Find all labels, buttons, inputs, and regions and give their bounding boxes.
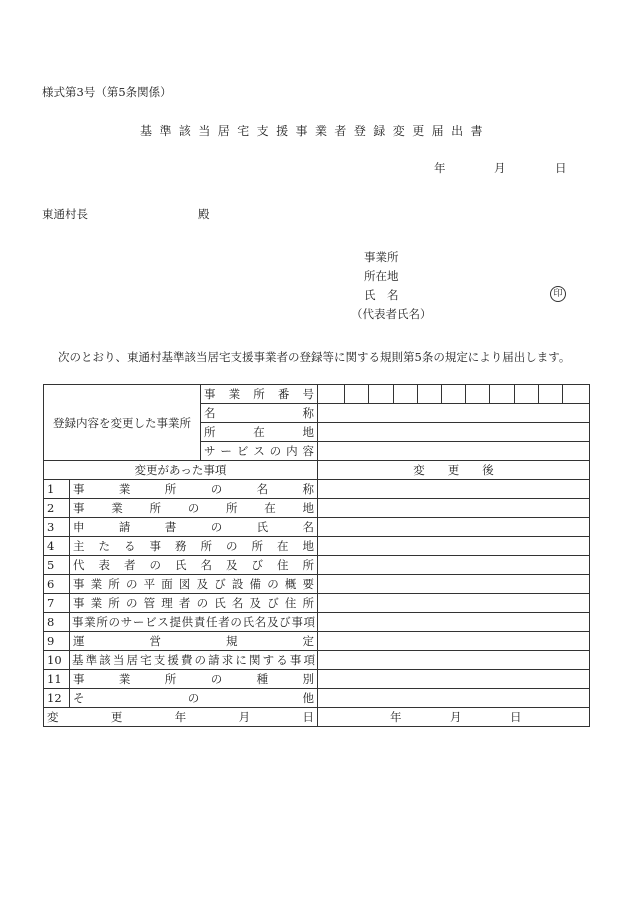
table-row bbox=[44, 537, 590, 556]
table-row bbox=[44, 670, 590, 689]
item-label: 基準該当居宅支援費の請求に関する事項 bbox=[70, 651, 318, 670]
office-number-cells bbox=[318, 385, 590, 404]
seal-mark: 印 bbox=[550, 286, 566, 302]
item-label: 事業所の所在地 bbox=[70, 499, 318, 518]
office-field-label: 所在地 bbox=[201, 423, 318, 442]
table-row bbox=[44, 556, 590, 575]
change-date-month: 月 bbox=[450, 710, 462, 724]
date-year-label: 年 bbox=[434, 161, 446, 175]
item-number: 8 bbox=[44, 613, 70, 632]
addressee-honorific: 殿 bbox=[198, 207, 210, 221]
sender-representative-label: （代表者氏名） bbox=[351, 307, 432, 321]
change-date-year: 年 bbox=[390, 710, 402, 724]
item-number: 5 bbox=[44, 556, 70, 575]
item-after-value[interactable] bbox=[318, 689, 590, 708]
item-label: 運営規定 bbox=[70, 632, 318, 651]
sender-name-label: 氏 名 bbox=[364, 288, 399, 302]
item-number: 3 bbox=[44, 518, 70, 537]
item-number: 12 bbox=[44, 689, 70, 708]
item-after-value[interactable] bbox=[318, 518, 590, 537]
table-row bbox=[44, 480, 590, 499]
item-label: 事業所の名称 bbox=[70, 480, 318, 499]
item-number: 6 bbox=[44, 575, 70, 594]
sender-location-label: 所在地 bbox=[364, 269, 399, 283]
item-number: 10 bbox=[44, 651, 70, 670]
item-after-value[interactable] bbox=[318, 537, 590, 556]
date-month-label: 月 bbox=[494, 161, 506, 175]
table-row bbox=[44, 651, 590, 670]
item-after-value[interactable] bbox=[318, 499, 590, 518]
item-label: 代表者の氏名及び住所 bbox=[70, 556, 318, 575]
office-field-label: 名称 bbox=[201, 404, 318, 423]
table-row bbox=[44, 594, 590, 613]
item-after-value[interactable] bbox=[318, 670, 590, 689]
office-field-label: サービスの内容 bbox=[201, 442, 318, 461]
table-row bbox=[44, 575, 590, 594]
date-day-label: 日 bbox=[555, 161, 567, 175]
item-number: 4 bbox=[44, 537, 70, 556]
addressee-name: 東通村長 bbox=[42, 207, 88, 221]
office-number-row bbox=[44, 385, 590, 404]
office-number-digit[interactable] bbox=[344, 385, 368, 403]
item-after-value[interactable] bbox=[318, 613, 590, 632]
office-number-digit[interactable] bbox=[368, 385, 392, 403]
table-header-row bbox=[44, 461, 590, 480]
change-date-row bbox=[44, 708, 590, 727]
item-label: 事業所の種別 bbox=[70, 670, 318, 689]
office-number-digit[interactable] bbox=[417, 385, 441, 403]
after-change-header: 変 更 後 bbox=[318, 461, 590, 480]
item-label: 申請書の氏名 bbox=[70, 518, 318, 537]
item-number: 7 bbox=[44, 594, 70, 613]
office-location-value[interactable] bbox=[318, 423, 590, 442]
item-after-value[interactable] bbox=[318, 480, 590, 499]
office-section-label: 登録内容を変更した事業所 bbox=[44, 385, 201, 461]
item-number: 9 bbox=[44, 632, 70, 651]
office-field-label: 事業所番号 bbox=[201, 385, 318, 404]
sender-office-label: 事業所 bbox=[364, 250, 399, 264]
item-after-value[interactable] bbox=[318, 632, 590, 651]
office-number-digit[interactable] bbox=[441, 385, 465, 403]
item-label: 事業所の平面図及び設備の概要 bbox=[70, 575, 318, 594]
office-name-value[interactable] bbox=[318, 404, 590, 423]
change-date-label: 変更年月日 bbox=[44, 708, 318, 727]
document-title: 基準該当居宅支援事業者登録変更届出書 bbox=[140, 124, 490, 138]
item-number: 11 bbox=[44, 670, 70, 689]
office-service-value[interactable] bbox=[318, 442, 590, 461]
item-label: 事業所の管理者の氏名及び住所 bbox=[70, 594, 318, 613]
item-after-value[interactable] bbox=[318, 556, 590, 575]
change-date-day: 日 bbox=[510, 710, 522, 724]
table-row bbox=[44, 518, 590, 537]
change-date-value[interactable] bbox=[318, 708, 590, 727]
statement-text: 次のとおり、東通村基準該当居宅支援事業者の登録等に関する規則第5条の規定により届出します。 bbox=[58, 350, 571, 364]
form-number: 様式第3号（第5条関係） bbox=[42, 85, 172, 99]
office-number-digit[interactable] bbox=[321, 385, 344, 403]
item-label: 事業所のサービス提供責任者の氏名及び事項 bbox=[70, 613, 318, 632]
table-row bbox=[44, 689, 590, 708]
item-number: 2 bbox=[44, 499, 70, 518]
changed-items-header: 変更があった事項 bbox=[44, 461, 318, 480]
item-label: 主たる事務所の所在地 bbox=[70, 537, 318, 556]
office-number-digit[interactable] bbox=[514, 385, 538, 403]
office-number-digit[interactable] bbox=[489, 385, 513, 403]
office-number-digit[interactable] bbox=[562, 385, 586, 403]
item-label: その他 bbox=[70, 689, 318, 708]
table-row bbox=[44, 499, 590, 518]
office-number-digit[interactable] bbox=[393, 385, 417, 403]
change-notification-table bbox=[43, 384, 590, 727]
office-number-digit[interactable] bbox=[465, 385, 489, 403]
item-after-value[interactable] bbox=[318, 594, 590, 613]
item-after-value[interactable] bbox=[318, 651, 590, 670]
table-row bbox=[44, 632, 590, 651]
table-row bbox=[44, 613, 590, 632]
item-number: 1 bbox=[44, 480, 70, 499]
item-after-value[interactable] bbox=[318, 575, 590, 594]
office-number-digit[interactable] bbox=[538, 385, 562, 403]
